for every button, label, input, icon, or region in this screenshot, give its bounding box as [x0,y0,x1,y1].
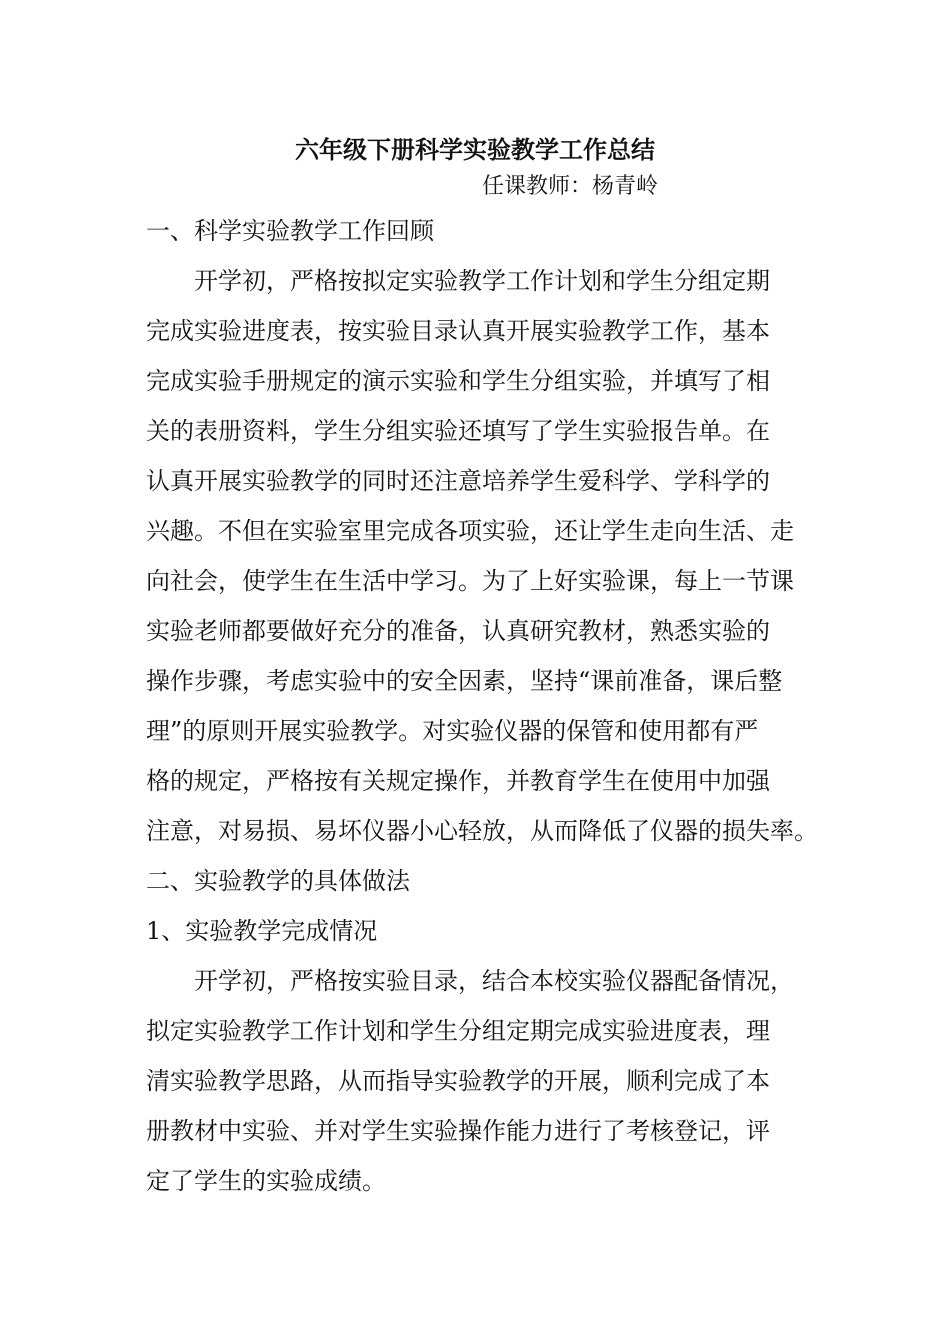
paragraph-line: 完成实验手册规定的演示实验和学生分组实验，并填写了相 [146,367,770,395]
paragraph-line: 实验老师都要做好充分的准备，认真研究教材，熟悉实验的 [146,617,770,645]
document-body [146,206,820,1206]
author-line: 任课教师：杨青岭 [482,174,659,199]
paragraph-line: 认真开展实验教学的同时还注意培养学生爱科学、学科学的 [146,467,770,495]
paragraph-line: 兴趣。不但在实验室里完成各项实验，还让学生走向生活、走 [146,517,794,545]
paragraph-line: 操作步骤，考虑实验中的安全因素，坚持“课前准备，课后整 [146,667,783,695]
paragraph-line: 开学初，严格按拟定实验教学工作计划和学生分组定期 [194,267,770,295]
section-heading-review: 一、科学实验教学工作回顾 [146,217,434,245]
paragraph-line: 清实验教学思路，从而指导实验教学的开展，顺利完成了本 [146,1067,770,1095]
paragraph-line: 拟定实验教学工作计划和学生分组定期完成实验进度表，理 [146,1017,770,1045]
document-title: 六年级下册科学实验教学工作总结 [295,136,655,164]
paragraph-line: 理”的原则开展实验教学。对实验仪器的保管和使用都有严 [146,717,759,745]
paragraph-line: 完成实验进度表，按实验目录认真开展实验教学工作，基本 [146,317,770,345]
paragraph-line: 注意，对易损、易坏仪器小心轻放，从而降低了仪器的损失率。 [146,817,818,845]
paragraph-line: 格的规定，严格按有关规定操作，并教育学生在使用中加强 [146,767,770,795]
paragraph-line: 开学初，严格按实验目录，结合本校实验仪器配备情况， [194,967,794,995]
paragraph-completion [146,956,820,1206]
section-heading-methods: 二、实验教学的具体做法 [146,867,410,895]
paragraph-line: 向社会，使学生在生活中学习。为了上好实验课，每上一节课 [146,567,794,595]
paragraph-line: 关的表册资料，学生分组实验还填写了学生实验报告单。在 [146,417,770,445]
subsection-heading-completion: 1、实验教学完成情况 [146,917,378,945]
paragraph-line: 册教材中实验、并对学生实验操作能力进行了考核登记，评 [146,1117,770,1145]
paragraph-line: 定了学生的实验成绩。 [146,1167,386,1195]
paragraph-review [146,256,820,856]
